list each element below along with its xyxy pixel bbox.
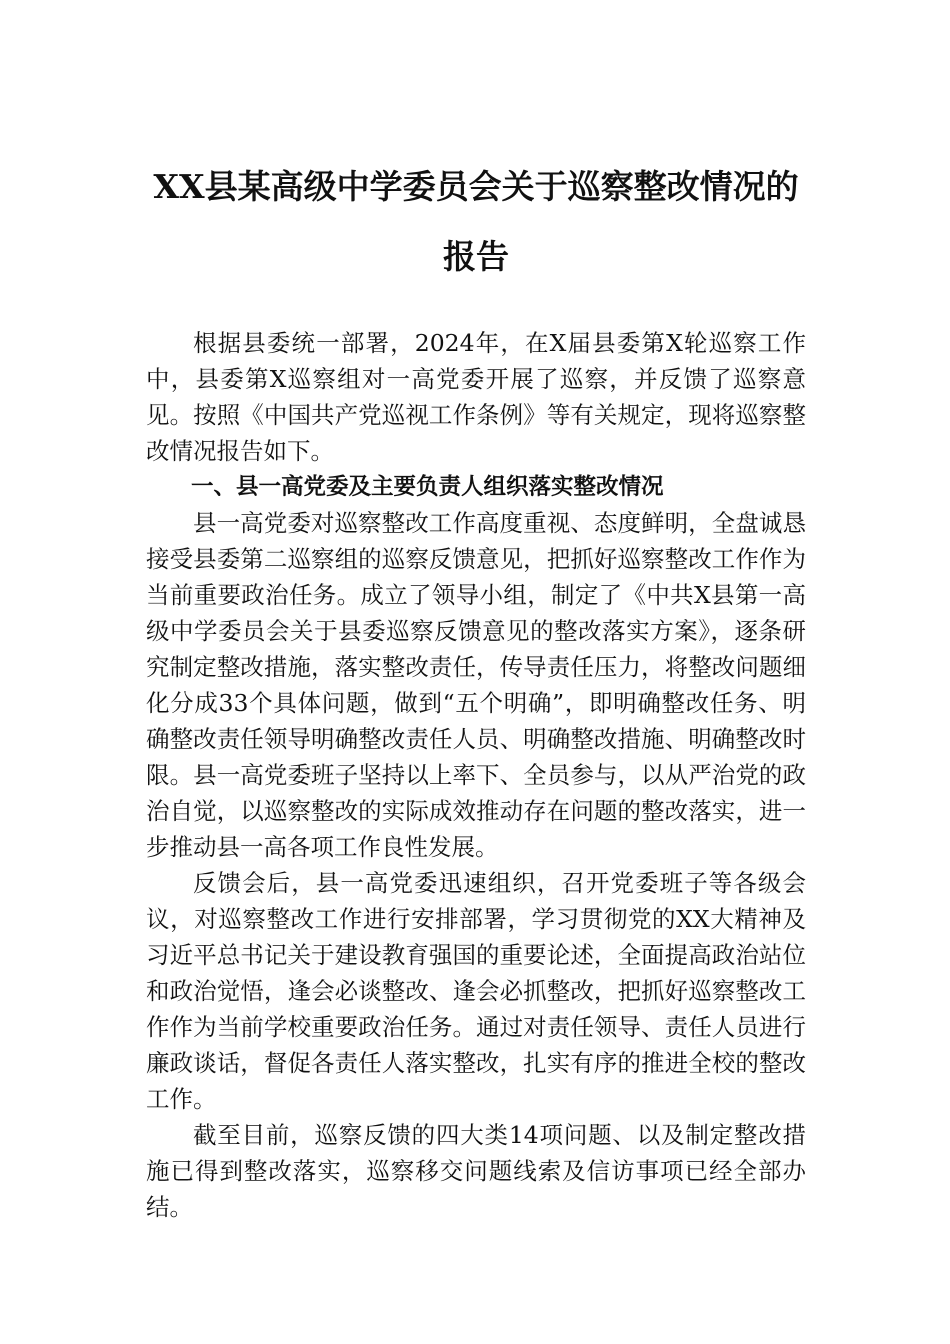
body-paragraph: 反馈会后，县一高党委迅速组织，召开党委班子等各级会议，对巡察整改工作进行安排部署，学习贯彻党的XX大精神及习近平总书记关于建设教育强国的重要论述，全面提高政治站位和政治觉悟，逢会必谈整改、逢会必抓整改，把抓好巡察整改工作作为当前学校重要政治任务。通过对责任领导、责任人员进行廉政谈话，督促各责任人落实整改，扎实有序的推进全校的整改工作。 [146, 869, 806, 1113]
document-body [146, 325, 806, 1225]
document-title: XX县某高级中学委员会关于巡察整改情况的报告 [153, 167, 799, 276]
body-paragraph: 县一高党委对巡察整改工作高度重视、态度鲜明，全盘诚恳接受县委第二巡察组的巡察反馈意见，把抓好巡察整改工作作为当前重要政治任务。成立了领导小组，制定了《中共X县第一高级中学委员会关于县委巡察反馈意见的整改落实方案》，逐条研究制定整改措施，落实整改责任，传导责任压力，将整改问题细化分成33个具体问题，做到“五个明确”，即明确整改任务、明确整改责任领导明确整改责任人员、明确整改措施、明确整改时限。县一高党委班子坚持以上率下、全员参与，以从严治党的政治自觉，以巡察整改的实际成效推动存在问题的整改落实，进一步推动县一高各项工作良性发展。 [146, 509, 806, 861]
intro-paragraph: 根据县委统一部署，2024年，在X届县委第X轮巡察工作中，县委第X巡察组对一高党委开展了巡察，并反馈了巡察意见。按照《中国共产党巡视工作条例》等有关规定，现将巡察整改情况报告如下。 [146, 329, 806, 465]
section-heading: 一、县一高党委及主要负责人组织落实整改情况 [191, 474, 664, 500]
body-paragraph: 截至目前，巡察反馈的四大类14项问题、以及制定整改措施已得到整改落实，巡察移交问题线索及信访事项已经全部办结。 [146, 1121, 806, 1221]
